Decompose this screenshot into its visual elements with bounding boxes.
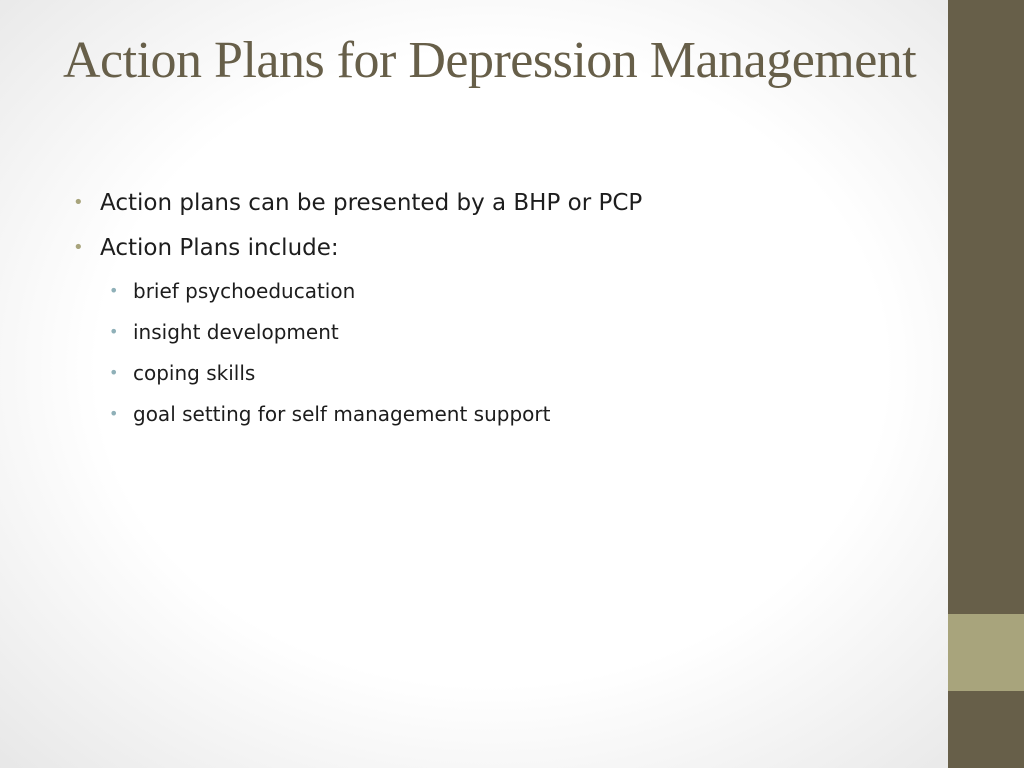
sub-bullet-text: goal setting for self management support <box>133 402 551 426</box>
bullet-item <box>73 231 923 265</box>
slide-content <box>73 186 923 440</box>
bullet-text: Action Plans include: <box>100 235 339 261</box>
sub-bullet-text: brief psychoeducation <box>133 279 356 303</box>
sub-bullet-text: insight development <box>133 320 339 344</box>
sub-bullet-dot-icon: • <box>109 322 119 341</box>
bullet-dot-icon: • <box>73 192 84 213</box>
sub-bullet-dot-icon: • <box>109 281 119 300</box>
sub-bullet-item <box>73 317 923 347</box>
bullet-item <box>73 186 923 220</box>
sub-bullet-text: coping skills <box>133 361 256 385</box>
decorative-side-bar-accent <box>948 614 1024 691</box>
sub-bullet-item <box>73 358 923 388</box>
sub-bullet-item <box>73 276 923 306</box>
sub-bullet-dot-icon: • <box>109 363 119 382</box>
sub-bullet-item <box>73 399 923 429</box>
bullet-list <box>73 186 923 265</box>
bullet-dot-icon: • <box>73 237 84 258</box>
bullet-text: Action plans can be presented by a BHP or PCP <box>100 190 643 216</box>
sub-bullet-list <box>73 276 923 429</box>
slide-title: Action Plans for Depression Management <box>63 32 917 89</box>
sub-bullet-dot-icon: • <box>109 404 119 423</box>
